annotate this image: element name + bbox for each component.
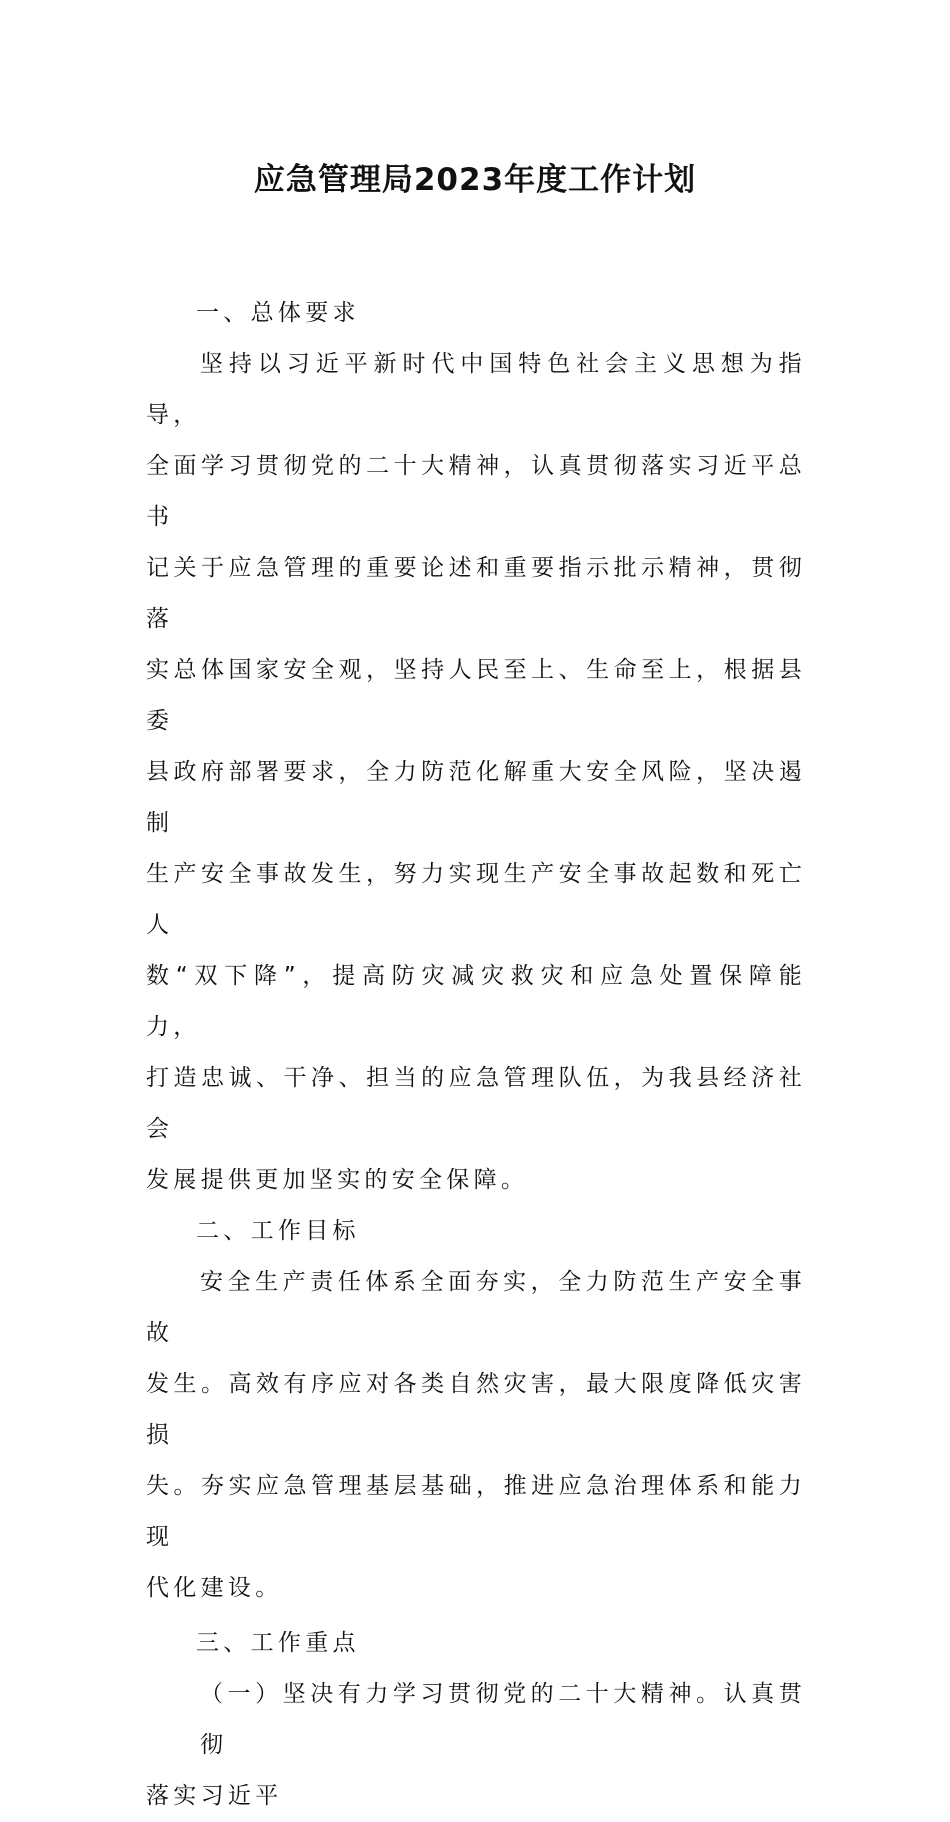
- text-line: 失。夯实应急管理基层基础，推进应急治理体系和能力现: [146, 1473, 806, 1550]
- document-body: [146, 288, 806, 1822]
- paragraph-overall-requirements: [146, 339, 806, 1206]
- text-line: 发生。高效有序应对各类自然灾害，最大限度降低灾害损: [146, 1371, 806, 1448]
- paragraph-work-goals: [146, 1257, 806, 1614]
- text-line: （一）坚决有力学习贯彻党的二十大精神。认真贯彻: [200, 1681, 806, 1758]
- text-line: 落实习近平: [146, 1783, 283, 1809]
- section-heading-work-goals: 二、工作目标: [196, 1218, 360, 1244]
- text-line: 全面学习贯彻党的二十大精神，认真贯彻落实习近平总书: [146, 453, 806, 530]
- paragraph-work-priorities: [146, 1669, 806, 1822]
- section-heading-work-priorities: 三、工作重点: [196, 1630, 360, 1656]
- text-line: 代化建设。: [146, 1575, 283, 1601]
- text-line: 打造忠诚、干净、担当的应急管理队伍，为我县经济社会: [146, 1065, 806, 1142]
- text-line: 安全生产责任体系全面夯实，全力防范生产安全事故: [146, 1269, 806, 1346]
- text-line: 发展提供更加坚实的安全保障。: [146, 1167, 529, 1193]
- text-line: 数“双下降”，提高防灾减灾救灾和应急处置保障能力，: [146, 963, 806, 1040]
- text-line: 县政府部署要求，全力防范化解重大安全风险，坚决遏制: [146, 759, 806, 836]
- text-line: 坚持以习近平新时代中国特色社会主义思想为指导，: [146, 351, 806, 428]
- text-line: 实总体国家安全观，坚持人民至上、生命至上，根据县委: [146, 657, 806, 734]
- document-title: 应急管理局2023年度工作计划: [253, 162, 697, 198]
- section-heading-overall-requirements: 一、总体要求: [196, 300, 360, 326]
- text-line: 记关于应急管理的重要论述和重要指示批示精神，贯彻落: [146, 555, 806, 632]
- text-line: 生产安全事故发生，努力实现生产安全事故起数和死亡人: [146, 861, 806, 938]
